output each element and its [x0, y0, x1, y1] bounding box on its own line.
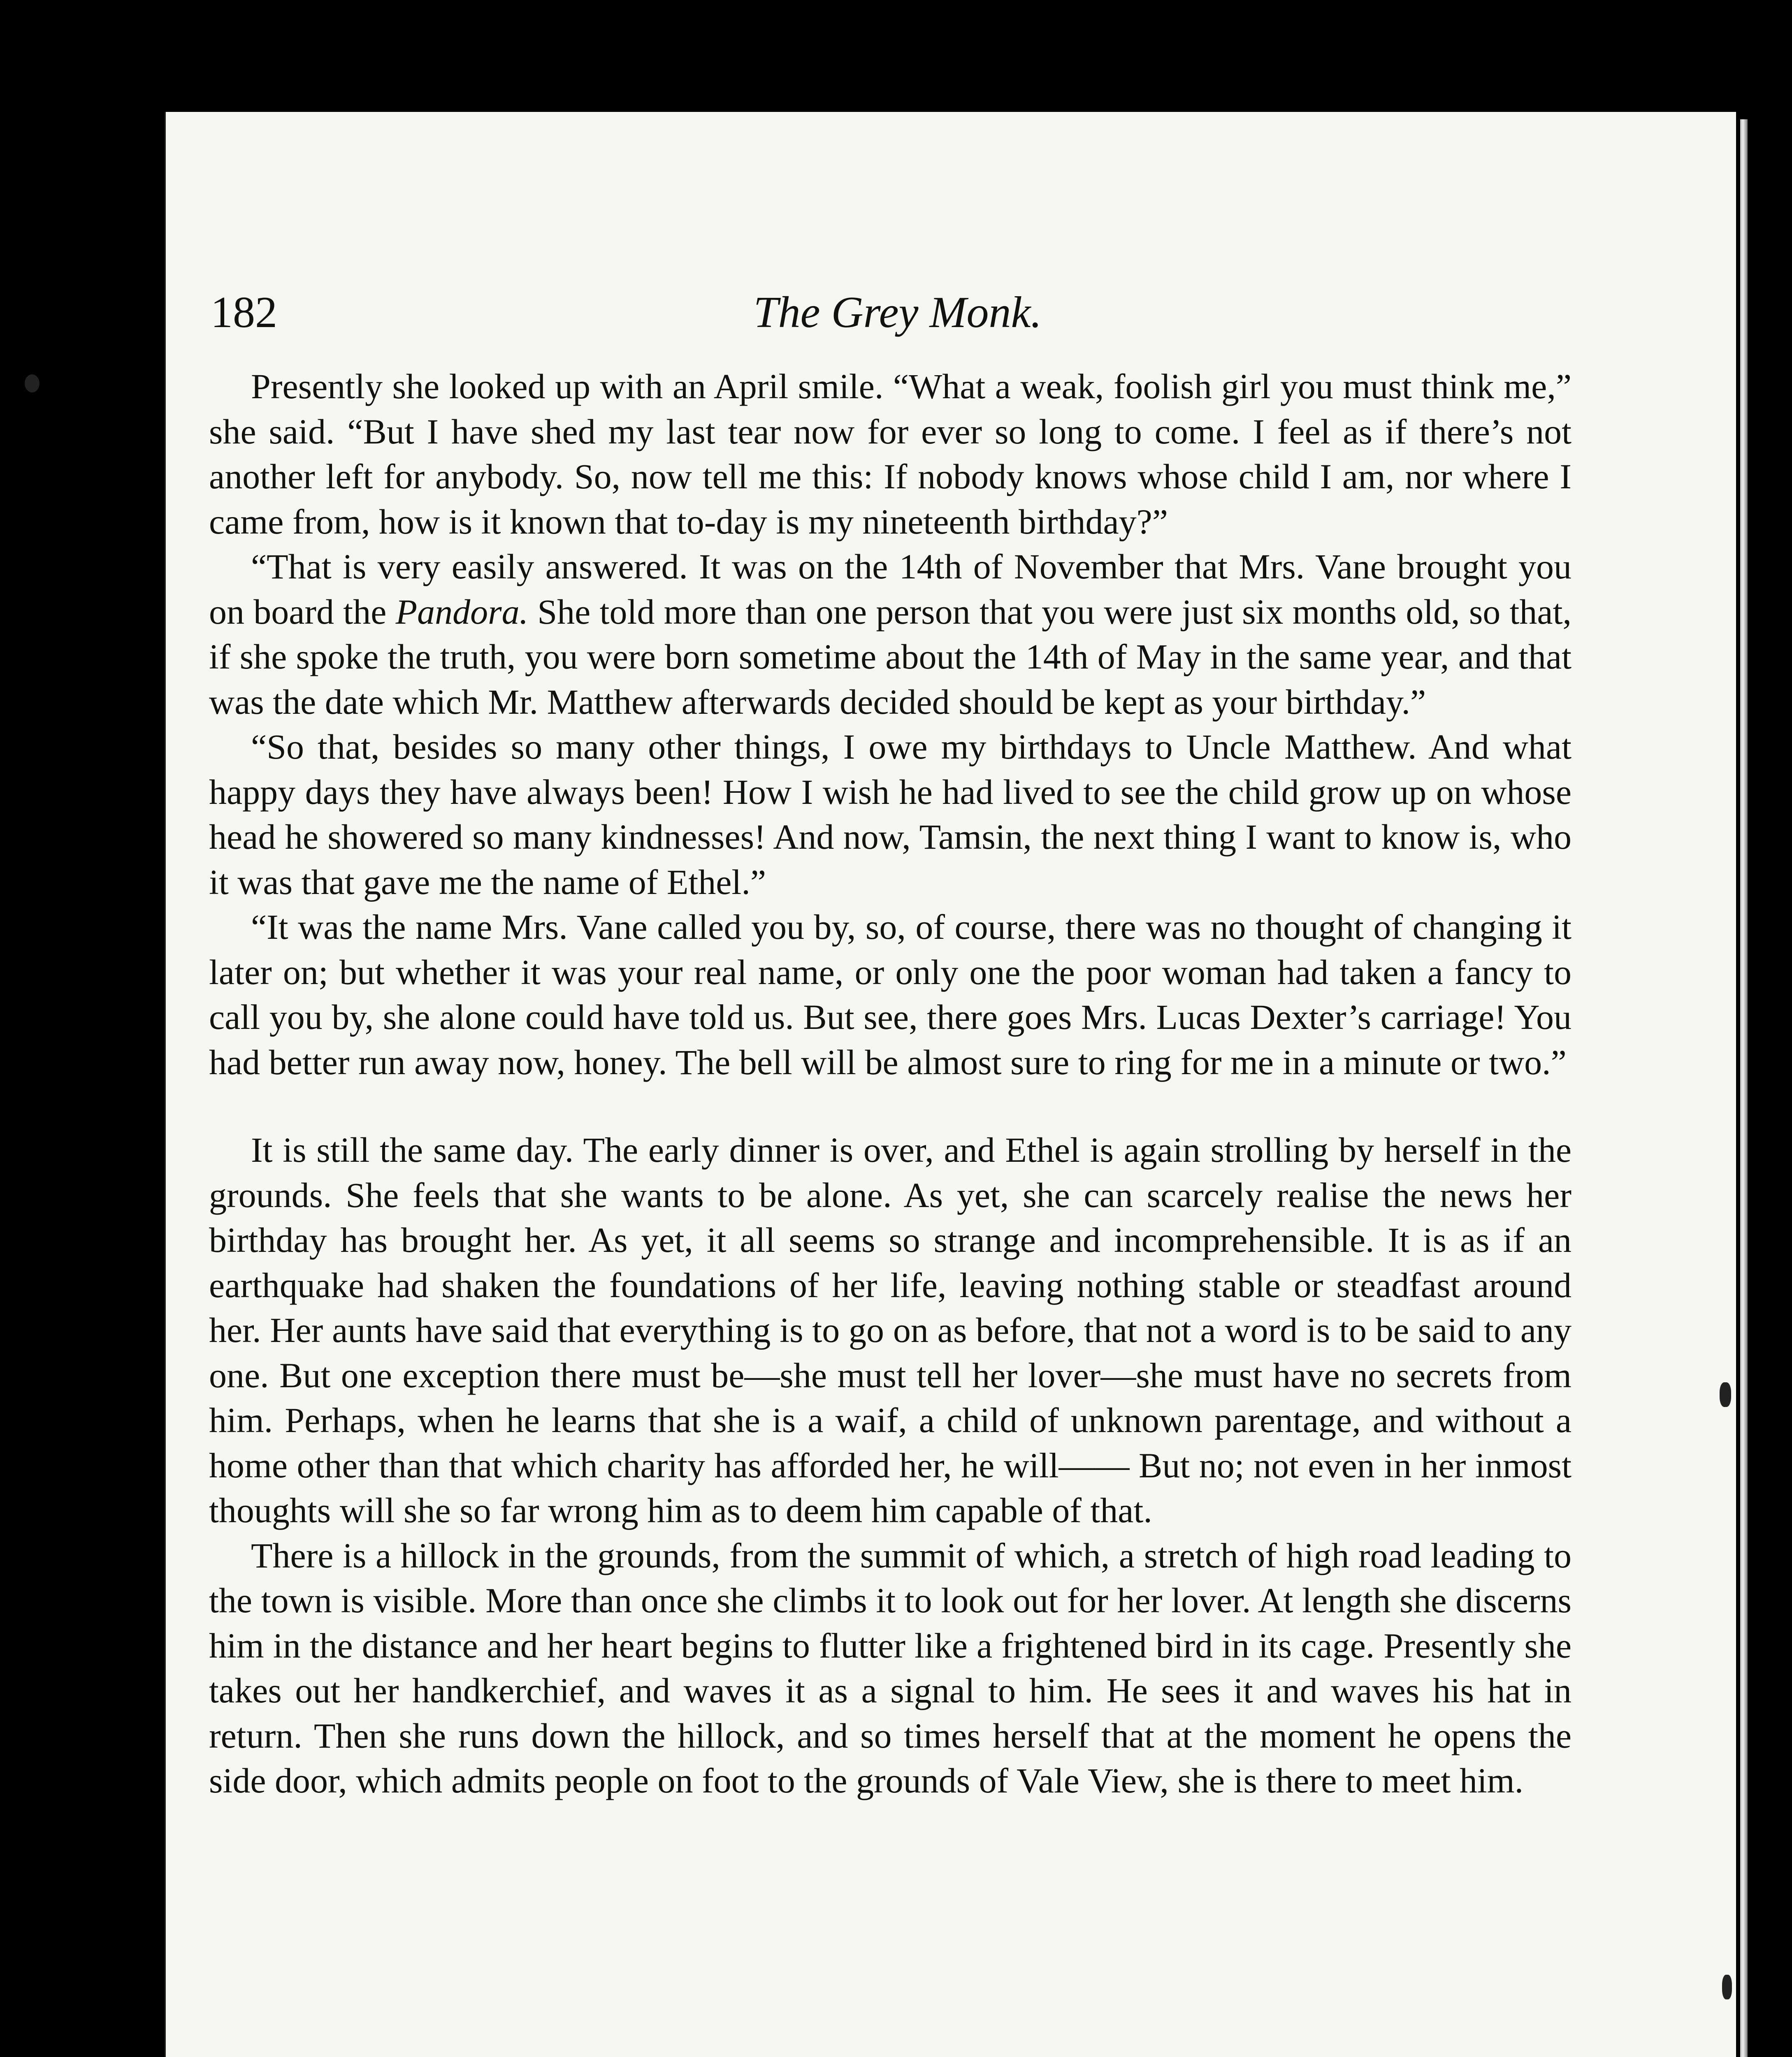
ship-name: Pandora. [395, 592, 529, 631]
scan-speck [1722, 1975, 1732, 1999]
paragraph: Presently she looked up with an April smile. “What a weak, foolish girl you must think me,” she said. “But I have shed my last tear now for ever so long to come. I feel as if there’s not another left for anybody. So, now tell me this: If nobody knows whose child I am, nor where I came from, how is it known that to-day is my nineteenth birthday?” [209, 367, 1571, 541]
paragraph-text: “That is very easily answered. It was on the 14th of November that Mrs. Vane brought you on board the [209, 547, 1571, 631]
page-number: 182 [211, 288, 277, 337]
scan-speck [1720, 1382, 1731, 1407]
paragraph: “So that, besides so many other things, I owe my birthdays to Uncle Matthew. And what happy days they have always been! How I wish he had lived to see the child grow up on whose head he showered so many kindnesses! And now, Tamsin, the next thing I want to know is, who it was that gave me the name of Ethel.” [209, 727, 1571, 902]
paragraph-text: She told more than one person that you were just six months old, so that, if she spoke the truth, you were born sometime about the 14th of May in the same year, and that was the date which Mr. Matthew afterwards decided should be kept as your birthday.” [209, 592, 1571, 722]
paragraph: There is a hillock in the grounds, from the summit of which, a stretch of high road leading to the town is visible. More than once she climbs it to look out for her lover. At length she discerns him in the distance and her heart begins to flutter like a frightened bird in its cage. Presently she takes out her handkerchief, and waves it as a signal to him. He sees it and waves his hat in return. Then she runs down the hillock, and so times herself that at the moment he opens the side door, which admits people on foot to the grounds of Vale View, she is there to meet him. [209, 1535, 1571, 1800]
running-title: The Grey Monk. [753, 288, 1042, 337]
running-head [211, 280, 1585, 346]
body-text [209, 364, 1571, 1804]
page-edge [1740, 119, 1748, 2057]
paragraph: “It was the name Mrs. Vane called you by, so, of course, there was no thought of changing it later on; but whether it was your real name, or only one the poor woman had taken a fancy to call you by, she alone could have told us. But see, there goes Mrs. Lucas Dexter’s carriage! You had better run away now, honey. The bell will be almost sure to ring for me in a minute or two.” [209, 907, 1571, 1082]
scan-speck [25, 374, 39, 392]
paragraph: It is still the same day. The early dinner is over, and Ethel is again strolling by herself in the grounds. She feels that she wants to be alone. As yet, she can scarcely realise the news her birthday has brought her. As yet, it all seems so strange and incomprehensible. It is as if an earthquake had shaken the foundations of her life, leaving nothing stable or steadfast around her. Her aunts have said that everything is to go on as before, that not a word is to be said to any one. But one exception there must be—she must tell her lover—she must have no secrets from him. Perhaps, when he learns that she is a waif, a child of unknown parentage, and without a home other than that which charity has afforded her, he will—— But no; not even in her inmost thoughts will she so far wrong him as to deem him capable of that. [209, 1130, 1571, 1530]
paragraph [209, 544, 1571, 724]
